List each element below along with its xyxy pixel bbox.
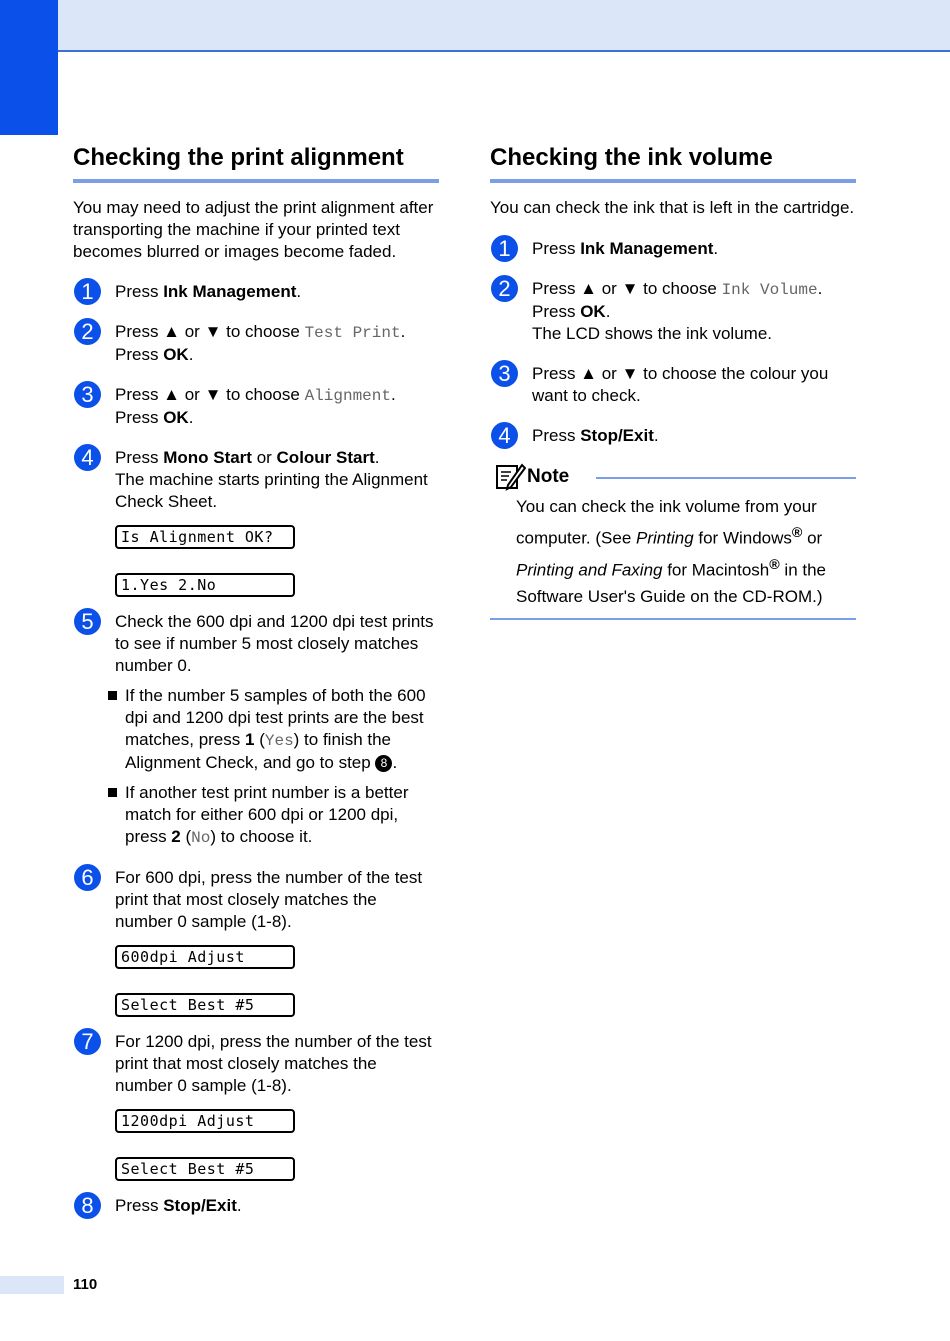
note-divider [596, 477, 856, 479]
lcd-option: Ink Volume [721, 281, 818, 299]
doc-reference: Printing [636, 528, 694, 548]
page-number-tab [0, 1276, 64, 1294]
intro-text: You may need to adjust the print alignment after transporting the machine if your printed text becomes blurred or images become faded. [73, 198, 434, 261]
lcd-display: Select Best #5 [115, 993, 295, 1017]
button-name: Ink Management [580, 239, 714, 258]
step-number: 1 [491, 235, 518, 262]
step-3: 3 Press ▲ or ▼ to choose the colour you want to check. [490, 363, 856, 407]
step-6: 6 For 600 dpi, press the number of the test print that most closely matches the number 0 sample (1-8). 600dpi Adjust Select Best #5 [73, 867, 439, 1017]
lcd-display: 600dpi Adjust [115, 945, 295, 969]
step-number: 4 [491, 422, 518, 449]
step-number: 6 [74, 864, 101, 891]
lcd-display: Is Alignment OK? [115, 525, 295, 549]
bullet-item: If the number 5 samples of both the 600 dpi and 1200 dpi test prints are the best matches, press 1 (Yes) to finish the Alignment Check, and go to step 8 . [99, 685, 439, 774]
lcd-display: Select Best #5 [115, 1157, 295, 1181]
note-label: Note [527, 466, 570, 487]
step-2: 2 Press ▲ or ▼ to choose Ink Volume. Press OK. The LCD shows the ink volume. [490, 278, 856, 345]
button-name: OK [580, 302, 606, 321]
step-number: 4 [74, 444, 101, 471]
step-number: 2 [74, 318, 101, 345]
step-number: 7 [74, 1028, 101, 1055]
lcd-option: Alignment [304, 387, 391, 405]
button-name: OK [163, 345, 189, 364]
note-box [490, 461, 856, 620]
chapter-tab [0, 0, 58, 135]
step-reference: 8 [375, 755, 392, 772]
page-number: 110 [73, 1276, 98, 1293]
header-band [58, 0, 950, 52]
step-number: 3 [74, 381, 101, 408]
step-5: 5 Check the 600 dpi and 1200 dpi test prints to see if number 5 most closely matches number 0. If the number 5 samples of both the 600 dpi and 1200 dpi test prints are the best matches, press 1 (Yes) to finish the Alignment Check, and go to step 8 . If another test print number is a better match for either 600 dpi or 1200 dpi, press 2 (No) to choose it. [73, 611, 439, 849]
step-1: 1 Press Ink Management. [73, 281, 439, 303]
step-number: 3 [491, 360, 518, 387]
step-number: 1 [74, 278, 101, 305]
bullet-item: If another test print number is a better match for either 600 dpi or 1200 dpi, press 2 (No) to choose it. [99, 782, 439, 849]
intro-text: You can check the ink that is left in the cartridge. [490, 198, 855, 217]
left-column [73, 140, 439, 1217]
button-name: Mono Start [163, 448, 252, 467]
step-4: 4 Press Stop/Exit. [490, 425, 856, 447]
step-7: 7 For 1200 dpi, press the number of the test print that most closely matches the number 0 sample (1-8). 1200dpi Adjust Select Best #5 [73, 1031, 439, 1181]
button-name: Ink Management [163, 282, 297, 301]
lcd-option: Test Print [304, 324, 401, 342]
doc-reference: Printing and Faxing [516, 560, 663, 580]
button-name: Stop/Exit [580, 426, 654, 445]
note-header [490, 461, 856, 491]
note-text: You can check the ink volume from your computer. (See Printing for Windows® or Printing and Faxing for Macintosh® in the Software User's Guide on the CD-ROM.) [490, 493, 856, 620]
step-4: 4 Press Mono Start or Colour Start. The machine starts printing the Alignment Check Sheet. Is Alignment OK? 1.Yes 2.No [73, 447, 439, 597]
step-1: 1 Press Ink Management. [490, 238, 856, 260]
step-number: 2 [491, 275, 518, 302]
lcd-option: No [191, 829, 211, 847]
step-3: 3 Press ▲ or ▼ to choose Alignment. Press OK. [73, 384, 439, 429]
step-8: 8 Press Stop/Exit. [73, 1195, 439, 1217]
button-name: Colour Start [276, 448, 375, 467]
step-number: 5 [74, 608, 101, 635]
section-title-ink-volume: Checking the ink volume [490, 140, 856, 183]
right-column [490, 140, 856, 620]
section-title-print-alignment: Checking the print alignment [73, 140, 439, 183]
step-number: 8 [74, 1192, 101, 1219]
step-2: 2 Press ▲ or ▼ to choose Test Print. Press OK. [73, 321, 439, 366]
button-name: Stop/Exit [163, 1196, 237, 1215]
button-name: OK [163, 408, 189, 427]
lcd-display: 1200dpi Adjust [115, 1109, 295, 1133]
note-pencil-icon [494, 461, 526, 491]
lcd-display: 1.Yes 2.No [115, 573, 295, 597]
lcd-option: Yes [264, 732, 294, 750]
